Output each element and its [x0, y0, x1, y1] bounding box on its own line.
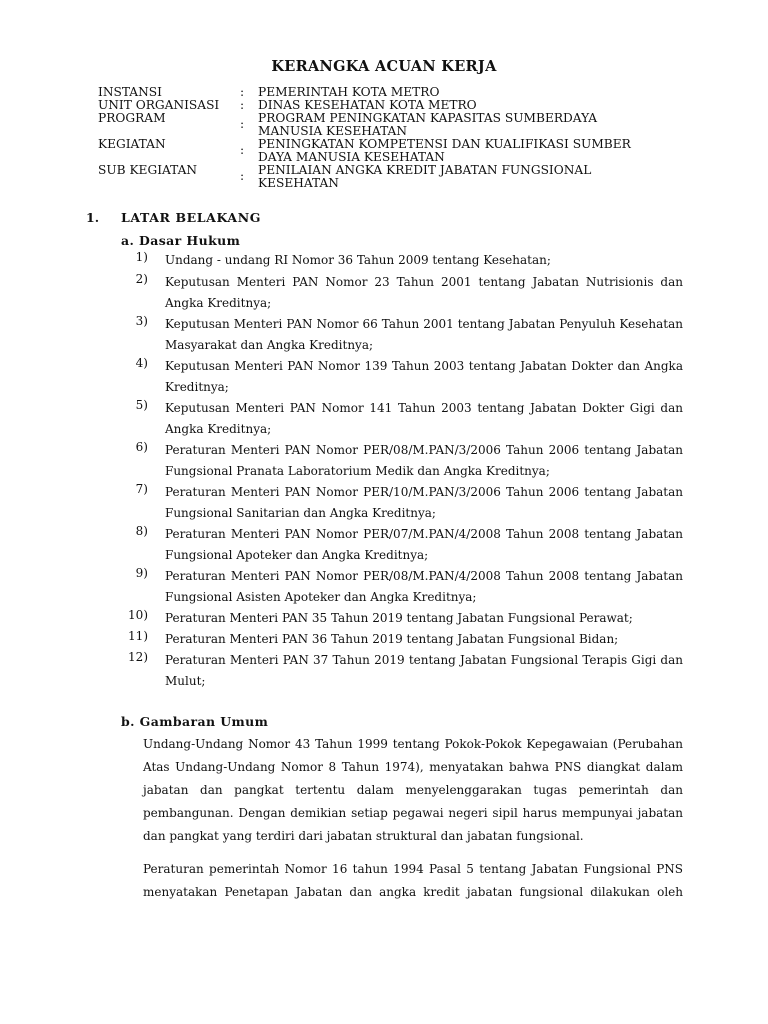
meta-label: KEGIATAN: [98, 137, 166, 151]
meta-value-line: PENINGKATAN KOMPETENSI DAN KUALIFIKASI SUMBER: [258, 137, 631, 151]
meta-label: INSTANSI: [98, 85, 162, 99]
list-item-line: Peraturan Menteri PAN 36 Tahun 2019 tentang Jabatan Fungsional Bidan;: [165, 632, 619, 646]
meta-label: PROGRAM: [98, 111, 166, 125]
list-item-line: Peraturan Menteri PAN Nomor PER/08/M.PAN/4/2008 Tahun 2008 tentang Jabatan: [165, 569, 683, 583]
list-item-line: Fungsional Pranata Laboratorium Medik dan Angka Kreditnya;: [165, 464, 550, 478]
list-item-text: [165, 608, 683, 629]
list-item-text: [165, 250, 683, 271]
subsection-title-dasar-hukum: a. Dasar Hukum: [121, 233, 241, 248]
list-item-number: 12): [128, 650, 148, 664]
list-item-text: [165, 314, 683, 356]
list-item-line: Keputusan Menteri PAN Nomor 139 Tahun 2003 tentang Jabatan Dokter dan Angka: [165, 359, 683, 373]
meta-label: UNIT ORGANISASI: [98, 98, 220, 112]
list-item-number: 10): [128, 608, 148, 622]
list-item-text: [165, 482, 683, 524]
list-item-line: Mulut;: [165, 674, 206, 688]
meta-value-line: DAYA MANUSIA KESEHATAN: [258, 150, 445, 164]
list-item-line: Masyarakat dan Angka Kreditnya;: [165, 338, 374, 352]
list-item-number: 3): [135, 314, 148, 328]
list-item-number: 4): [135, 356, 148, 370]
section-number: 1.: [86, 210, 100, 225]
list-item-line: Peraturan Menteri PAN Nomor PER/08/M.PAN/3/2006 Tahun 2006 tentang Jabatan: [165, 443, 683, 457]
list-item-number: 11): [128, 629, 148, 643]
subsection-title-gambaran-umum: b. Gambaran Umum: [121, 714, 269, 729]
list-item-line: Fungsional Apoteker dan Angka Kreditnya;: [165, 548, 429, 562]
list-item-line: Keputusan Menteri PAN Nomor 23 Tahun 2001 tentang Jabatan Nutrisionis dan: [165, 275, 683, 289]
meta-value-line: PROGRAM PENINGKATAN KAPASITAS SUMBERDAYA: [258, 111, 598, 125]
meta-value-line: PENILAIAN ANGKA KREDIT JABATAN FUNGSIONAL: [258, 163, 592, 177]
list-item-line: Keputusan Menteri PAN Nomor 141 Tahun 2003 tentang Jabatan Dokter Gigi dan: [165, 401, 683, 415]
list-item-text: [165, 566, 683, 608]
list-item-line: Angka Kreditnya;: [165, 296, 272, 310]
meta-value-line: MANUSIA KESEHATAN: [258, 124, 407, 138]
meta-colon: :: [240, 85, 245, 99]
list-item-text: [165, 440, 683, 482]
list-item-number: 9): [135, 566, 148, 580]
list-item-text: [165, 356, 683, 398]
list-item-text: [165, 650, 683, 692]
list-item-line: Peraturan Menteri PAN Nomor PER/07/M.PAN/4/2008 Tahun 2008 tentang Jabatan: [165, 527, 683, 541]
meta-value: [258, 138, 698, 164]
meta-colon: :: [240, 169, 245, 183]
meta-value-line: PEMERINTAH KOTA METRO: [258, 85, 440, 99]
list-item-line: Undang - undang RI Nomor 36 Tahun 2009 tentang Kesehatan;: [165, 253, 551, 267]
meta-value-line: KESEHATAN: [258, 176, 339, 190]
list-item-number: 1): [135, 250, 148, 264]
list-item-line: Peraturan Menteri PAN Nomor PER/10/M.PAN/3/2006 Tahun 2006 tentang Jabatan: [165, 485, 683, 499]
paragraph-line: Undang-Undang Nomor 43 Tahun 1999 tentang Pokok-Pokok Kepegawaian (Perubahan: [143, 737, 683, 751]
paragraph-line: dan pangkat yang terdiri dari jabatan struktural dan jabatan fungsional.: [143, 829, 584, 843]
paragraph-line: Peraturan pemerintah Nomor 16 tahun 1994 Pasal 5 tentang Jabatan Fungsional PNS: [143, 862, 683, 876]
paragraph-line: Atas Undang-Undang Nomor 8 Tahun 1974), menyatakan bahwa PNS diangkat dalam: [143, 760, 683, 774]
list-item-text: [165, 272, 683, 314]
paragraph-line: menyatakan Penetapan Jabatan dan angka kredit jabatan fungsional dilakukan oleh: [143, 885, 683, 899]
list-item-line: Peraturan Menteri PAN 37 Tahun 2019 tentang Jabatan Fungsional Terapis Gigi dan: [165, 653, 683, 667]
list-item-number: 5): [135, 398, 148, 412]
list-item-line: Angka Kreditnya;: [165, 422, 272, 436]
meta-label: SUB KEGIATAN: [98, 163, 198, 177]
list-item-line: Fungsional Asisten Apoteker dan Angka Kreditnya;: [165, 590, 477, 604]
list-item-line: Kreditnya;: [165, 380, 229, 394]
meta-colon: :: [240, 98, 245, 112]
paragraph-line: jabatan dan pangkat tertentu dalam menyelenggarakan tugas pemerintah dan: [143, 783, 683, 797]
list-item-line: Keputusan Menteri PAN Nomor 66 Tahun 2001 tentang Jabatan Penyuluh Kesehatan: [165, 317, 683, 331]
meta-value: [258, 164, 698, 190]
list-item-number: 2): [135, 272, 148, 286]
list-item-text: [165, 524, 683, 566]
paragraph-line: pembangunan. Dengan demikian setiap pegawai negeri sipil harus mempunyai jabatan: [143, 806, 683, 820]
document-title: KERANGKA ACUAN KERJA: [271, 58, 497, 75]
list-item-text: [165, 398, 683, 440]
meta-value-line: DINAS KESEHATAN KOTA METRO: [258, 98, 477, 112]
list-item-line: Peraturan Menteri PAN 35 Tahun 2019 tentang Jabatan Fungsional Perawat;: [165, 611, 633, 625]
list-item-number: 7): [135, 482, 148, 496]
list-item-line: Fungsional Sanitarian dan Angka Kreditnya;: [165, 506, 436, 520]
list-item-number: 8): [135, 524, 148, 538]
paragraph: [143, 733, 683, 848]
paragraph: [143, 858, 683, 904]
section-title: LATAR BELAKANG: [121, 210, 261, 225]
meta-colon: :: [240, 143, 245, 157]
meta-colon: :: [240, 117, 245, 131]
list-item-text: [165, 629, 683, 650]
meta-value: [258, 112, 698, 138]
list-item-number: 6): [135, 440, 148, 454]
